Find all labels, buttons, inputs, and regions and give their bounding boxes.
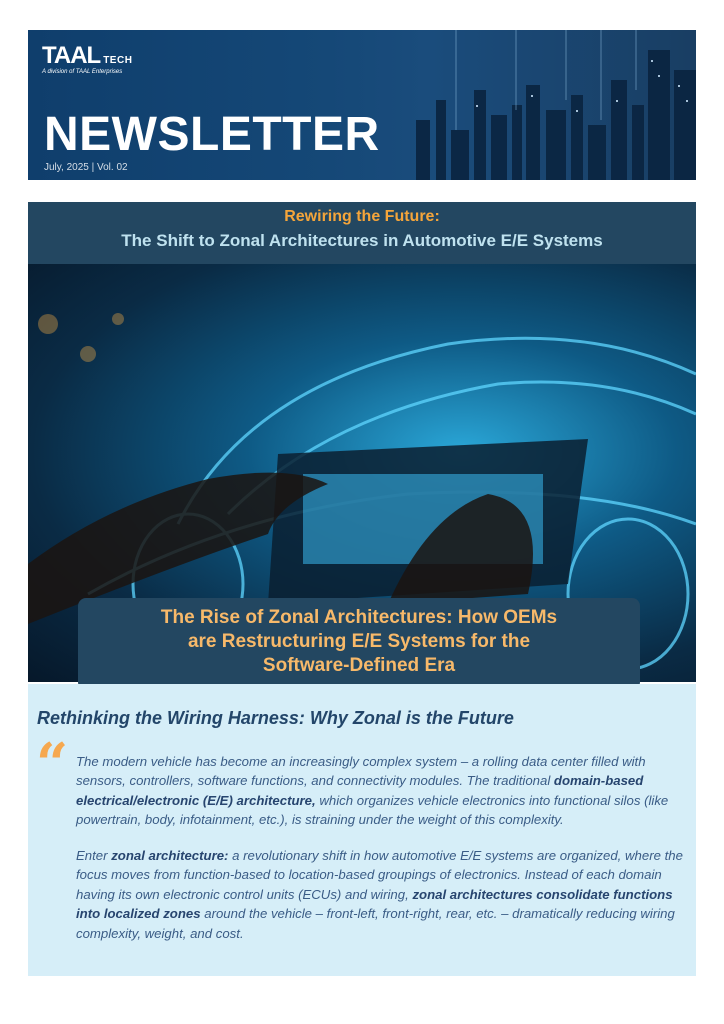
taal-tech-logo bbox=[42, 44, 132, 75]
paragraph-text: a revolutionary shift in how automotive E/E systems are organized, where the focus moves from function-based to location-based groupings of electronics. Instead of each domain having its own electronic control units (ECUs) and wiring, bbox=[76, 848, 683, 902]
city-skyline-image bbox=[396, 30, 696, 180]
newsletter-title: NEWSLETTER bbox=[44, 108, 380, 161]
issue-date: July, 2025 | Vol. 02 bbox=[44, 162, 128, 173]
paragraph-emphasis: zonal architecture: bbox=[111, 848, 229, 863]
paragraph-emphasis: zonal architectures consolidate functions into localized zones bbox=[76, 886, 673, 922]
article-paragraph bbox=[76, 752, 688, 830]
feature-title: Rewiring the Future: bbox=[284, 208, 440, 225]
paragraph-emphasis: domain-based electrical/electronic (E/E) architecture, bbox=[76, 773, 644, 808]
paragraph-text: around the vehicle – front-left, front-right, rear, etc. – dramatically reducing wiring complexity, weight, and cost. bbox=[76, 906, 675, 941]
article-section bbox=[28, 684, 696, 976]
logo-wordmark: TAAL bbox=[42, 42, 101, 69]
feature-subtitle: The Shift to Zonal Architectures in Automotive E/E Systems bbox=[121, 231, 603, 250]
hero-caption-line: Software-Defined Era bbox=[262, 655, 456, 676]
paragraph-text: Enter bbox=[76, 848, 112, 863]
logo-tech-label: TECH bbox=[103, 55, 133, 66]
hero-caption-line: The Rise of Zonal Architectures: How OEMs bbox=[160, 607, 558, 628]
newsletter-header bbox=[28, 30, 696, 180]
section-heading: Rethinking the Wiring Harness: Why Zonal is the Future bbox=[37, 708, 514, 728]
paragraph-text: The modern vehicle has become an increasingly complex system – a rolling data center filled with sensors, controllers, software functions, and connectivity modules. The traditional bbox=[76, 754, 646, 789]
quote-icon: “ bbox=[36, 731, 69, 797]
logo-tagline: A division of TAAL Enterprises bbox=[42, 69, 123, 75]
hero-caption bbox=[78, 598, 640, 690]
hero-caption-line: are Restructuring E/E Systems for the bbox=[187, 631, 531, 652]
paragraph-text: which organizes vehicle electronics into functional silos (like powertrain, body, infotainment, etc.), is straining under the weight of this complexity. bbox=[76, 792, 669, 828]
article-paragraph bbox=[76, 846, 688, 943]
feature-title-band bbox=[28, 202, 696, 264]
